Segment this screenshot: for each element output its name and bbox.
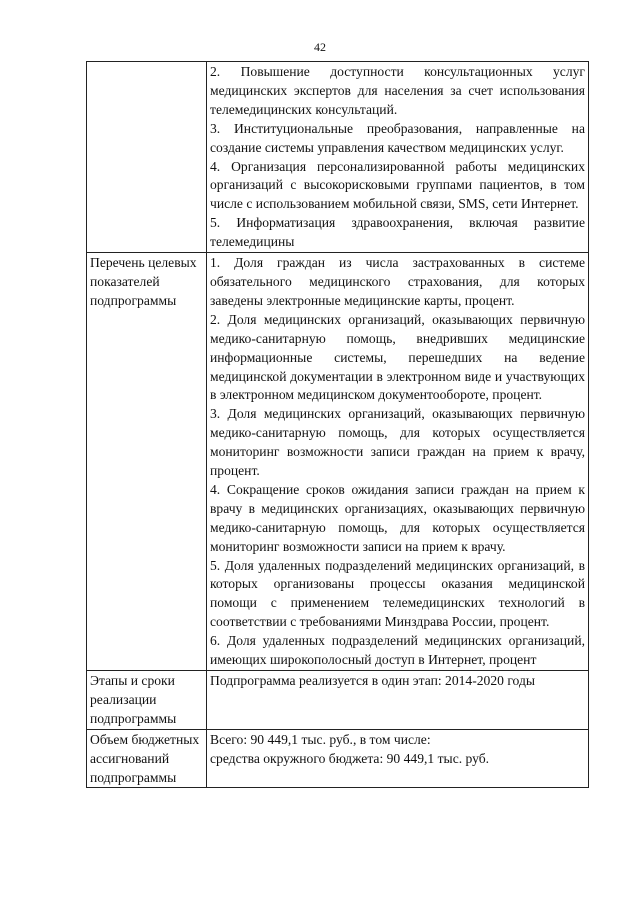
row-label-cell	[87, 729, 207, 788]
list-item: 3. Институциональные преобразования, направленные на создание системы управления качеством медицинских услуг.	[210, 120, 585, 155]
row-label: Этапы и сроки реализации подпрограммы	[90, 673, 177, 726]
list-item: 6. Доля удаленных подразделений медицинских организаций, имеющих широкополосный доступ в Интернет, процент	[210, 633, 585, 668]
list-item: Подпрограмма реализуется в один этап: 2014-2020 годы	[210, 673, 536, 688]
list-item: 1. Доля граждан из числа застрахованных в системе обязательного медицинского страхования, для которых заведены электронные медицинские карты, процент.	[210, 255, 585, 308]
row-content-cell	[207, 253, 589, 671]
table-row-stages	[87, 671, 589, 730]
row-content-cell	[207, 671, 589, 730]
table-row-target-indicators	[87, 253, 589, 671]
list-item: 5. Информатизация здравоохранения, включая развитие телемедицины	[210, 215, 585, 250]
list-item: Всего: 90 449,1 тыс. руб., в том числе:	[210, 731, 431, 747]
list-item: 4. Сокращение сроков ожидания записи граждан на прием к врачу в медицинских организациях, оказывающих первичную медико-санитарную помощь, для которых осуществляется мониторинг возможности записи на прием к врачу.	[210, 481, 585, 554]
row-label-cell	[87, 62, 207, 253]
row-label: Объем бюджетных ассигнований подпрограммы	[90, 731, 200, 785]
list-item: 3. Доля медицинских организаций, оказывающих первичную медико-санитарную помощь, для которых осуществляется мониторинг возможности записи граждан на прием к врачу, процент.	[210, 406, 585, 479]
row-label-cell	[87, 253, 207, 671]
list-item: средства окружного бюджета: 90 449,1 тыс. руб.	[210, 750, 490, 766]
passport-table	[86, 61, 589, 788]
row-label-cell	[87, 671, 207, 730]
list-item: 4. Организация персонализированной работы медицинских организаций с высокорисковыми группами пациентов, в том числе с использованием мобильной связи, SMS, сети Интернет.	[210, 158, 585, 212]
page-number: 42	[314, 40, 326, 54]
row-content-cell	[207, 729, 589, 788]
list-item: 5. Доля удаленных подразделений медицинских организаций, в которых организованы процессы оказания медицинской помощи с применением телемедицинских технологий в соответствии с требованиями Минздрава России, процент.	[210, 557, 585, 630]
row-label: Перечень целевых показателей подпрограммы	[90, 255, 197, 308]
list-item: 2. Доля медицинских организаций, оказывающих первичную медико-санитарную помощь, внедривших медицинские информационные системы, перешедших на ведение медицинской документации в электронном виде и участвующих в электронном медицинском документообороте, процент.	[210, 311, 585, 403]
row-content-cell	[207, 62, 589, 253]
table-row-tasks-continued	[87, 62, 589, 253]
table-row-budget	[87, 729, 589, 788]
list-item: 2. Повышение доступности консультационных услуг медицинских экспертов для населения за счет использования телемедицинских консультаций.	[210, 64, 585, 117]
